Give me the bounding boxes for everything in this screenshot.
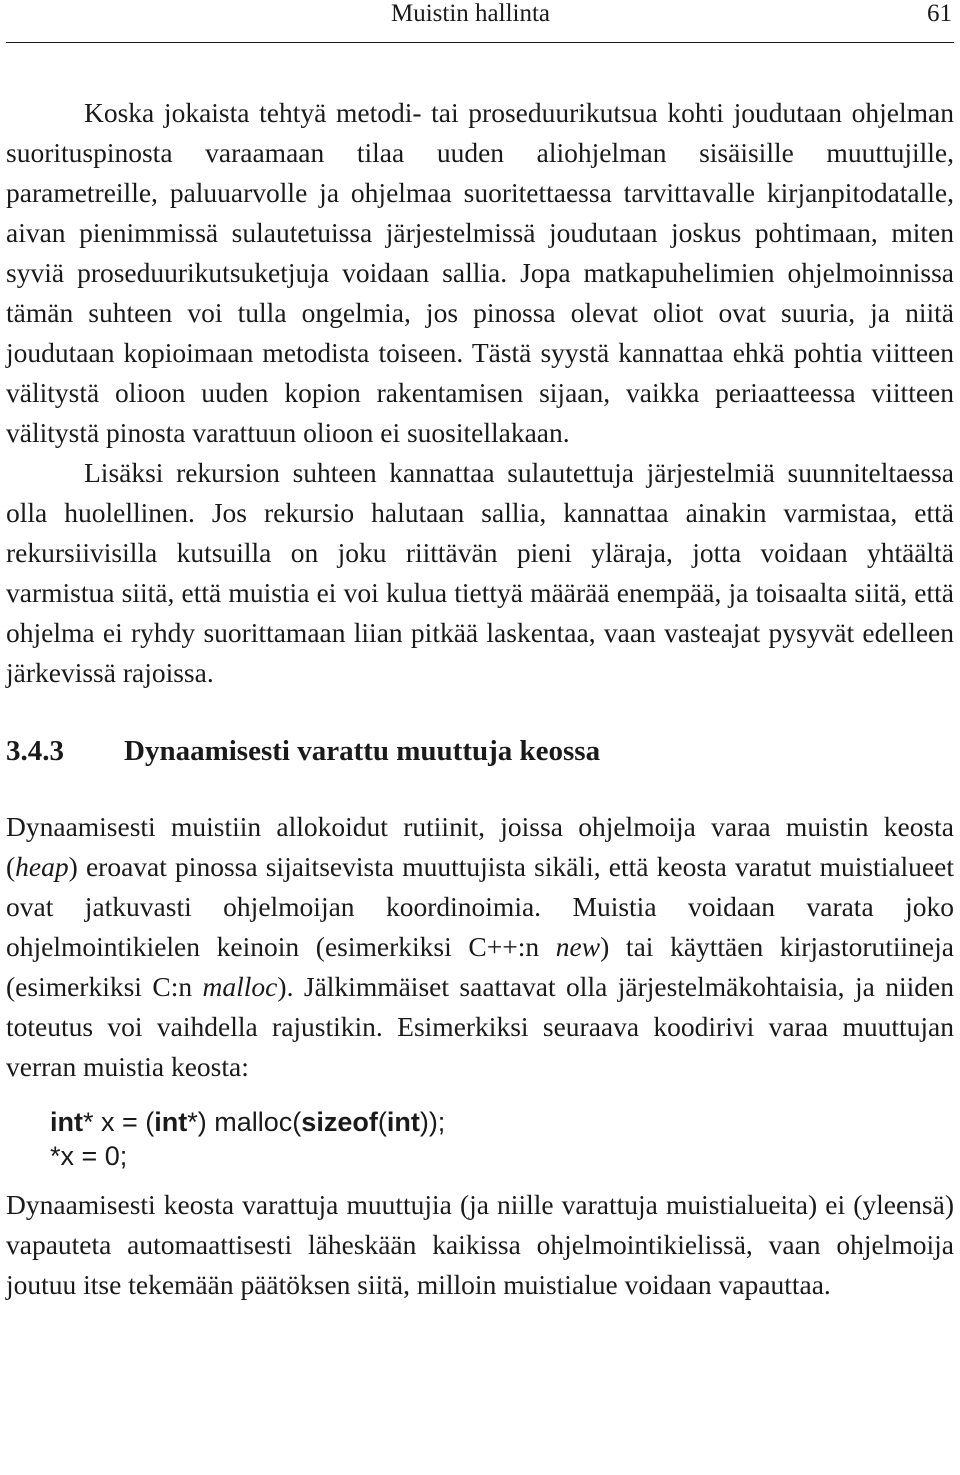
text-run: Dynaamisesti muistiin allokoidut rutiinit, joissa ohjelmoija varaa muistin keosta ( xyxy=(6,811,954,882)
text-run: ). Jälkimmäiset saattavat olla järjestelmäkohtaisia, ja niiden toteutus voi vaihdella rajustikin. Esimerkiksi seuraava koodirivi varaa muuttujan verran muistia keosta: xyxy=(6,971,954,1082)
code-example xyxy=(50,1105,954,1173)
running-header xyxy=(6,0,954,28)
code-line-2: *x = 0; xyxy=(50,1141,128,1171)
sentence: Jos rekursio halutaan sallia, kannattaa ainakin varmistaa, että rekursiivisilla kutsuilla on joku riittävän pieni yläraja, jotta voidaan yhtäältä varmistua siitä, että muistia ei voi kulua tiettyä määrää enempää, ja toisaalta siitä, että ohjelma ei ryhdy suorittamaan liian pitkää laskentaa, vaan vasteajat pysyvät edelleen järkevissä rajoissa. xyxy=(6,497,954,688)
section-number: 3.4.3 xyxy=(6,735,64,767)
term-malloc: malloc xyxy=(202,971,278,1002)
page-number: 61 xyxy=(927,0,952,27)
sentence: Jopa matkapuhelimien ohjelmoinnissa tämän suhteen voi tulla ongelmia, jos pinossa olevat oliot ovat suuria, ja niitä joudutaan kopioimaan metodista toiseen. xyxy=(6,257,954,368)
code-token: ( xyxy=(377,1107,387,1137)
running-header-chapter: Muistin hallinta xyxy=(391,0,551,27)
term-new: new xyxy=(555,931,601,962)
code-token: *) malloc( xyxy=(187,1107,302,1137)
text-run: ) eroavat pinossa sijaitsevista muuttujista sikäli, että keosta varatut muistialueet ovat jatkuvasti ohjelmoijan koordinoimia. Muistia voidaan varata joko ohjelmointikielen keinoin (esimerkiksi C++:n xyxy=(6,851,954,962)
paragraph-stack-usage xyxy=(6,93,954,453)
code-token: )); xyxy=(419,1107,446,1137)
sentence: Lisäksi rekursion suhteen kannattaa sulautettuja järjestelmiä suunniteltaessa olla huolellinen. xyxy=(6,457,954,528)
code-token: * x = ( xyxy=(83,1107,155,1137)
document-body xyxy=(6,93,954,1305)
document-page xyxy=(6,0,954,1475)
code-line-1 xyxy=(50,1105,954,1139)
section-title: Dynaamisesti varattu muuttuja keossa xyxy=(124,735,601,767)
code-token: int xyxy=(386,1107,420,1137)
header-rule xyxy=(6,42,954,43)
code-token: int xyxy=(154,1107,188,1137)
section-heading xyxy=(6,733,954,769)
sentence: Tästä syystä kannattaa ehkä pohtia viitteen välitystä olioon uuden kopion rakentamisen sijaan, vaikka periaatteessa viitteen välitystä pinosta varattuun olioon ei suositellakaan. xyxy=(6,337,954,448)
paragraph-recursion xyxy=(6,453,954,693)
text-run: ) tai käyttäen kirjastorutiineja (esimerkiksi C:n xyxy=(6,931,954,1002)
term-heap: heap xyxy=(15,851,69,882)
paragraph-heap xyxy=(6,807,954,1087)
code-token: sizeof xyxy=(301,1107,378,1137)
sentence: Koska jokaista tehtyä metodi- tai proseduurikutsua kohti joudutaan ohjelman suorituspinosta varaamaan tilaa uuden aliohjelman sisäisille muuttujille, parametreille, paluuarvolle ja ohjelmaa suoritettaessa tarvittavalle kirjanpitodatalle, aivan pienimmissä sulautetuissa järjestelmissä joudutaan joskus pohtimaan, miten syviä proseduurikutsuketjuja voidaan sallia. xyxy=(6,97,954,288)
paragraph-freeing: Dynaamisesti keosta varattuja muuttujia (ja niille varattuja muistialueita) ei (yleensä) vapauteta automaattisesti läheskään kaikissa ohjelmointikielissä, vaan ohjelmoija joutuu itse tekemään päätöksen siitä, milloin muistialue voidaan vapauttaa. xyxy=(6,1189,954,1300)
code-token: int xyxy=(50,1107,83,1137)
